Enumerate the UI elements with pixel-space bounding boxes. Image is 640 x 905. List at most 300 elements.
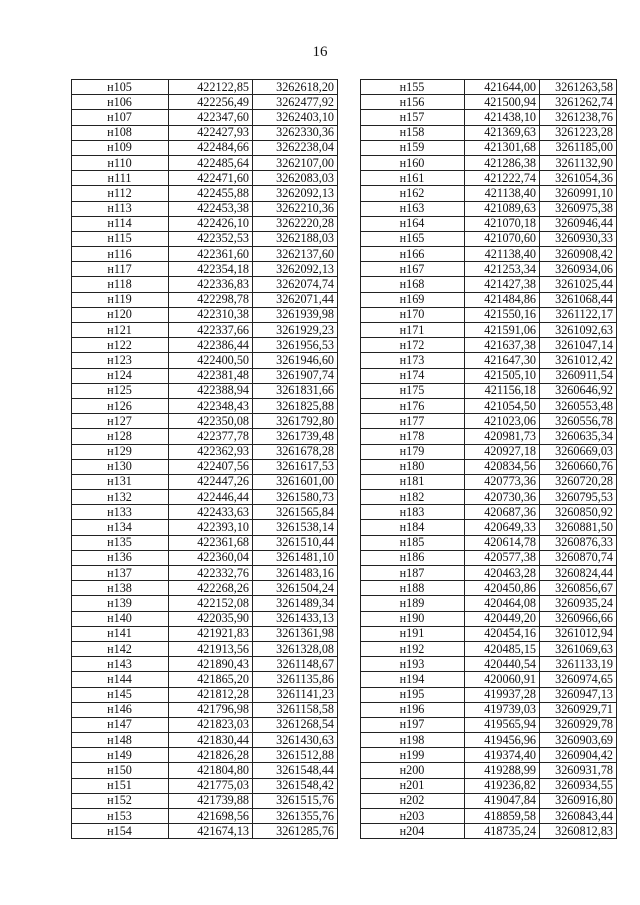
x-coordinate-cell: 422362,93 (169, 444, 253, 459)
point-id-cell: н127 (72, 414, 169, 429)
point-id-cell: н123 (72, 353, 169, 368)
x-coordinate-cell: 420463,28 (465, 566, 540, 581)
x-coordinate-cell: 421301,68 (465, 140, 540, 155)
table-row (72, 262, 338, 277)
table-row (361, 368, 617, 383)
y-coordinate-cell: 3261025,44 (540, 277, 617, 292)
y-coordinate-cell: 3260935,24 (540, 596, 617, 611)
table-row (72, 277, 338, 292)
y-coordinate-cell: 3261430,63 (253, 733, 338, 748)
y-coordinate-cell: 3261538,14 (253, 520, 338, 535)
point-id-cell: н183 (361, 505, 465, 520)
point-id-cell: н111 (72, 171, 169, 186)
x-coordinate-cell: 422310,38 (169, 307, 253, 322)
x-coordinate-cell: 420981,73 (465, 429, 540, 444)
y-coordinate-cell: 3261825,88 (253, 398, 338, 413)
x-coordinate-cell: 421505,10 (465, 368, 540, 383)
x-coordinate-cell: 420440,54 (465, 657, 540, 672)
point-id-cell: н163 (361, 201, 465, 216)
x-coordinate-cell: 421550,16 (465, 307, 540, 322)
y-coordinate-cell: 3261047,14 (540, 338, 617, 353)
point-id-cell: н121 (72, 323, 169, 338)
x-coordinate-cell: 419937,28 (465, 687, 540, 702)
table-row (72, 581, 338, 596)
point-id-cell: н130 (72, 459, 169, 474)
table-row (72, 186, 338, 201)
x-coordinate-cell: 422386,44 (169, 338, 253, 353)
table-row (361, 702, 617, 717)
x-coordinate-cell: 419288,99 (465, 763, 540, 778)
table-row (72, 338, 338, 353)
point-id-cell: н172 (361, 338, 465, 353)
point-id-cell: н153 (72, 809, 169, 824)
table-row (72, 444, 338, 459)
y-coordinate-cell: 3260795,53 (540, 490, 617, 505)
y-coordinate-cell: 3261831,66 (253, 383, 338, 398)
x-coordinate-cell: 420614,78 (465, 535, 540, 550)
x-coordinate-cell: 422455,88 (169, 186, 253, 201)
table-row (361, 247, 617, 262)
x-coordinate-cell: 420449,20 (465, 611, 540, 626)
x-coordinate-cell: 420730,36 (465, 490, 540, 505)
table-row (361, 80, 617, 95)
table-row (361, 657, 617, 672)
x-coordinate-cell: 421427,38 (465, 277, 540, 292)
y-coordinate-cell: 3260646,92 (540, 383, 617, 398)
point-id-cell: н113 (72, 201, 169, 216)
point-id-cell: н106 (72, 95, 169, 110)
x-coordinate-cell: 421739,88 (169, 793, 253, 808)
point-id-cell: н131 (72, 474, 169, 489)
table-row (72, 672, 338, 687)
table-row (361, 717, 617, 732)
table-row (361, 535, 617, 550)
y-coordinate-cell: 3261132,90 (540, 155, 617, 170)
table-row (72, 763, 338, 778)
table-row (72, 459, 338, 474)
y-coordinate-cell: 3261361,98 (253, 626, 338, 641)
x-coordinate-cell: 422453,38 (169, 201, 253, 216)
point-id-cell: н135 (72, 535, 169, 550)
y-coordinate-cell: 3260931,78 (540, 763, 617, 778)
point-id-cell: н148 (72, 733, 169, 748)
table-row (361, 140, 617, 155)
y-coordinate-cell: 3262220,28 (253, 216, 338, 231)
point-id-cell: н129 (72, 444, 169, 459)
y-coordinate-cell: 3261068,44 (540, 292, 617, 307)
x-coordinate-cell: 422407,56 (169, 459, 253, 474)
page-number: 16 (312, 44, 328, 60)
table-row (72, 687, 338, 702)
y-coordinate-cell: 3260850,92 (540, 505, 617, 520)
point-id-cell: н173 (361, 353, 465, 368)
table-row (72, 201, 338, 216)
point-id-cell: н120 (72, 307, 169, 322)
x-coordinate-cell: 420577,38 (465, 550, 540, 565)
x-coordinate-cell: 422152,08 (169, 596, 253, 611)
point-id-cell: н168 (361, 277, 465, 292)
point-id-cell: н197 (361, 717, 465, 732)
point-id-cell: н141 (72, 626, 169, 641)
table-row (72, 474, 338, 489)
point-id-cell: н202 (361, 793, 465, 808)
x-coordinate-cell: 421138,40 (465, 186, 540, 201)
x-coordinate-cell: 422484,66 (169, 140, 253, 155)
point-id-cell: н177 (361, 414, 465, 429)
y-coordinate-cell: 3261548,44 (253, 763, 338, 778)
y-coordinate-cell: 3260916,80 (540, 793, 617, 808)
x-coordinate-cell: 422361,60 (169, 247, 253, 262)
y-coordinate-cell: 3262107,00 (253, 155, 338, 170)
table-row (72, 80, 338, 95)
table-row (361, 383, 617, 398)
table-row (72, 414, 338, 429)
point-id-cell: н193 (361, 657, 465, 672)
x-coordinate-cell: 422433,63 (169, 505, 253, 520)
table-row (361, 520, 617, 535)
x-coordinate-cell: 422350,08 (169, 414, 253, 429)
point-id-cell: н125 (72, 383, 169, 398)
table-row (361, 277, 617, 292)
x-coordinate-cell: 421775,03 (169, 778, 253, 793)
point-id-cell: н112 (72, 186, 169, 201)
table-row (72, 702, 338, 717)
y-coordinate-cell: 3261069,63 (540, 641, 617, 656)
y-coordinate-cell: 3262074,74 (253, 277, 338, 292)
y-coordinate-cell: 3260720,28 (540, 474, 617, 489)
table-row (361, 763, 617, 778)
point-id-cell: н138 (72, 581, 169, 596)
table-row (361, 778, 617, 793)
table-row (361, 429, 617, 444)
table-row (72, 140, 338, 155)
x-coordinate-cell: 422447,26 (169, 474, 253, 489)
x-coordinate-cell: 420464,08 (465, 596, 540, 611)
x-coordinate-cell: 421023,06 (465, 414, 540, 429)
table-row (361, 444, 617, 459)
point-id-cell: н191 (361, 626, 465, 641)
y-coordinate-cell: 3260908,42 (540, 247, 617, 262)
point-id-cell: н110 (72, 155, 169, 170)
y-coordinate-cell: 3260856,67 (540, 581, 617, 596)
x-coordinate-cell: 422485,64 (169, 155, 253, 170)
x-coordinate-cell: 422035,90 (169, 611, 253, 626)
x-coordinate-cell: 418859,58 (465, 809, 540, 824)
x-coordinate-cell: 419565,94 (465, 717, 540, 732)
x-coordinate-cell: 422352,53 (169, 231, 253, 246)
x-coordinate-cell: 422393,10 (169, 520, 253, 535)
x-coordinate-cell: 422400,50 (169, 353, 253, 368)
x-coordinate-cell: 420450,86 (465, 581, 540, 596)
x-coordinate-cell: 422427,93 (169, 125, 253, 140)
x-coordinate-cell: 420687,36 (465, 505, 540, 520)
table-row (361, 216, 617, 231)
table-row (72, 323, 338, 338)
point-id-cell: н155 (361, 80, 465, 95)
point-id-cell: н175 (361, 383, 465, 398)
point-id-cell: н143 (72, 657, 169, 672)
point-id-cell: н137 (72, 566, 169, 581)
x-coordinate-cell: 421369,63 (465, 125, 540, 140)
point-id-cell: н165 (361, 231, 465, 246)
point-id-cell: н180 (361, 459, 465, 474)
point-id-cell: н179 (361, 444, 465, 459)
table-row (361, 414, 617, 429)
x-coordinate-cell: 422298,78 (169, 292, 253, 307)
table-row (361, 566, 617, 581)
y-coordinate-cell: 3260635,34 (540, 429, 617, 444)
x-coordinate-cell: 422360,04 (169, 550, 253, 565)
table-row (361, 125, 617, 140)
table-row (361, 793, 617, 808)
point-id-cell: н108 (72, 125, 169, 140)
point-id-cell: н156 (361, 95, 465, 110)
y-coordinate-cell: 3261433,13 (253, 611, 338, 626)
point-id-cell: н151 (72, 778, 169, 793)
point-id-cell: н194 (361, 672, 465, 687)
point-id-cell: н114 (72, 216, 169, 231)
table-row (72, 307, 338, 322)
y-coordinate-cell: 3260929,78 (540, 717, 617, 732)
y-coordinate-cell: 3261012,42 (540, 353, 617, 368)
point-id-cell: н107 (72, 110, 169, 125)
point-id-cell: н200 (361, 763, 465, 778)
table-row (361, 596, 617, 611)
y-coordinate-cell: 3262092,13 (253, 186, 338, 201)
table-row (72, 641, 338, 656)
table-row (361, 307, 617, 322)
y-coordinate-cell: 3260660,76 (540, 459, 617, 474)
table-row (361, 110, 617, 125)
x-coordinate-cell: 419739,03 (465, 702, 540, 717)
table-row (361, 262, 617, 277)
coordinates-table-left (71, 79, 338, 839)
table-row (361, 231, 617, 246)
x-coordinate-cell: 421913,56 (169, 641, 253, 656)
table-row (72, 429, 338, 444)
x-coordinate-cell: 420060,91 (465, 672, 540, 687)
y-coordinate-cell: 3260553,48 (540, 398, 617, 413)
point-id-cell: н132 (72, 490, 169, 505)
x-coordinate-cell: 421890,43 (169, 657, 253, 672)
point-id-cell: н189 (361, 596, 465, 611)
table-row (361, 581, 617, 596)
y-coordinate-cell: 3261263,58 (540, 80, 617, 95)
table-row (72, 368, 338, 383)
x-coordinate-cell: 422348,43 (169, 398, 253, 413)
x-coordinate-cell: 421698,56 (169, 809, 253, 824)
y-coordinate-cell: 3261515,76 (253, 793, 338, 808)
point-id-cell: н201 (361, 778, 465, 793)
point-id-cell: н186 (361, 550, 465, 565)
y-coordinate-cell: 3261268,54 (253, 717, 338, 732)
table-row (72, 566, 338, 581)
table-row (72, 626, 338, 641)
point-id-cell: н150 (72, 763, 169, 778)
x-coordinate-cell: 422471,60 (169, 171, 253, 186)
y-coordinate-cell: 3260824,44 (540, 566, 617, 581)
y-coordinate-cell: 3261481,10 (253, 550, 338, 565)
x-coordinate-cell: 421647,30 (465, 353, 540, 368)
point-id-cell: н158 (361, 125, 465, 140)
point-id-cell: н160 (361, 155, 465, 170)
y-coordinate-cell: 3261617,53 (253, 459, 338, 474)
y-coordinate-cell: 3260904,42 (540, 748, 617, 763)
y-coordinate-cell: 3261678,28 (253, 444, 338, 459)
y-coordinate-cell: 3261185,00 (540, 140, 617, 155)
y-coordinate-cell: 3261956,53 (253, 338, 338, 353)
y-coordinate-cell: 3262477,92 (253, 95, 338, 110)
x-coordinate-cell: 421500,94 (465, 95, 540, 110)
table-row (72, 717, 338, 732)
x-coordinate-cell: 420454,16 (465, 626, 540, 641)
y-coordinate-cell: 3260929,71 (540, 702, 617, 717)
y-coordinate-cell: 3262238,04 (253, 140, 338, 155)
point-id-cell: н118 (72, 277, 169, 292)
point-id-cell: н161 (361, 171, 465, 186)
y-coordinate-cell: 3260556,78 (540, 414, 617, 429)
x-coordinate-cell: 422388,94 (169, 383, 253, 398)
point-id-cell: н185 (361, 535, 465, 550)
x-coordinate-cell: 421804,80 (169, 763, 253, 778)
table-row (361, 474, 617, 489)
y-coordinate-cell: 3260870,74 (540, 550, 617, 565)
point-id-cell: н136 (72, 550, 169, 565)
y-coordinate-cell: 3261135,86 (253, 672, 338, 687)
x-coordinate-cell: 418735,24 (465, 824, 540, 839)
point-id-cell: н119 (72, 292, 169, 307)
point-id-cell: н170 (361, 307, 465, 322)
table-row (72, 216, 338, 231)
y-coordinate-cell: 3261122,17 (540, 307, 617, 322)
y-coordinate-cell: 3261929,23 (253, 323, 338, 338)
table-row (361, 809, 617, 824)
table-row (361, 687, 617, 702)
y-coordinate-cell: 3262188,03 (253, 231, 338, 246)
x-coordinate-cell: 421222,74 (465, 171, 540, 186)
table-row (72, 110, 338, 125)
y-coordinate-cell: 3261148,67 (253, 657, 338, 672)
point-id-cell: н171 (361, 323, 465, 338)
x-coordinate-cell: 422332,76 (169, 566, 253, 581)
x-coordinate-cell: 422347,60 (169, 110, 253, 125)
y-coordinate-cell: 3261262,74 (540, 95, 617, 110)
table-row (72, 171, 338, 186)
x-coordinate-cell: 421286,38 (465, 155, 540, 170)
point-id-cell: н139 (72, 596, 169, 611)
y-coordinate-cell: 3261939,98 (253, 307, 338, 322)
y-coordinate-cell: 3261601,00 (253, 474, 338, 489)
point-id-cell: н174 (361, 368, 465, 383)
y-coordinate-cell: 3262403,10 (253, 110, 338, 125)
point-id-cell: н181 (361, 474, 465, 489)
point-id-cell: н140 (72, 611, 169, 626)
x-coordinate-cell: 421089,63 (465, 201, 540, 216)
x-coordinate-cell: 421674,13 (169, 824, 253, 839)
y-coordinate-cell: 3261012,94 (540, 626, 617, 641)
point-id-cell: н176 (361, 398, 465, 413)
x-coordinate-cell: 421830,44 (169, 733, 253, 748)
y-coordinate-cell: 3262092,13 (253, 262, 338, 277)
y-coordinate-cell: 3260934,06 (540, 262, 617, 277)
y-coordinate-cell: 3260903,69 (540, 733, 617, 748)
y-coordinate-cell: 3260881,50 (540, 520, 617, 535)
table-row (72, 292, 338, 307)
point-id-cell: н122 (72, 338, 169, 353)
point-id-cell: н178 (361, 429, 465, 444)
table-row (72, 353, 338, 368)
x-coordinate-cell: 422336,83 (169, 277, 253, 292)
point-id-cell: н192 (361, 641, 465, 656)
table-row (361, 611, 617, 626)
x-coordinate-cell: 421070,18 (465, 216, 540, 231)
table-row (72, 550, 338, 565)
x-coordinate-cell: 421637,38 (465, 338, 540, 353)
table-row (72, 247, 338, 262)
x-coordinate-cell: 422268,26 (169, 581, 253, 596)
table-row (72, 535, 338, 550)
table-row (72, 520, 338, 535)
y-coordinate-cell: 3262071,44 (253, 292, 338, 307)
table-row (361, 338, 617, 353)
y-coordinate-cell: 3260934,55 (540, 778, 617, 793)
x-coordinate-cell: 421921,83 (169, 626, 253, 641)
table-row (72, 611, 338, 626)
point-id-cell: н147 (72, 717, 169, 732)
table-row (72, 778, 338, 793)
y-coordinate-cell: 3261504,24 (253, 581, 338, 596)
x-coordinate-cell: 422381,48 (169, 368, 253, 383)
x-coordinate-cell: 421438,10 (465, 110, 540, 125)
y-coordinate-cell: 3261238,76 (540, 110, 617, 125)
point-id-cell: н187 (361, 566, 465, 581)
point-id-cell: н182 (361, 490, 465, 505)
y-coordinate-cell: 3261946,60 (253, 353, 338, 368)
x-coordinate-cell: 422337,66 (169, 323, 253, 338)
point-id-cell: н116 (72, 247, 169, 262)
y-coordinate-cell: 3260991,10 (540, 186, 617, 201)
x-coordinate-cell: 421826,28 (169, 748, 253, 763)
point-id-cell: н190 (361, 611, 465, 626)
table-row (361, 292, 617, 307)
y-coordinate-cell: 3261285,76 (253, 824, 338, 839)
x-coordinate-cell: 422361,68 (169, 535, 253, 550)
x-coordinate-cell: 421591,06 (465, 323, 540, 338)
y-coordinate-cell: 3262330,36 (253, 125, 338, 140)
y-coordinate-cell: 3261092,63 (540, 323, 617, 338)
table-row (72, 125, 338, 140)
y-coordinate-cell: 3261223,28 (540, 125, 617, 140)
y-coordinate-cell: 3260966,66 (540, 611, 617, 626)
y-coordinate-cell: 3260843,44 (540, 809, 617, 824)
y-coordinate-cell: 3261489,34 (253, 596, 338, 611)
x-coordinate-cell: 422426,10 (169, 216, 253, 231)
y-coordinate-cell: 3261580,73 (253, 490, 338, 505)
x-coordinate-cell: 421253,34 (465, 262, 540, 277)
table-row (72, 824, 338, 839)
table-row (72, 809, 338, 824)
y-coordinate-cell: 3261328,08 (253, 641, 338, 656)
y-coordinate-cell: 3260911,54 (540, 368, 617, 383)
point-id-cell: н204 (361, 824, 465, 839)
y-coordinate-cell: 3262210,36 (253, 201, 338, 216)
point-id-cell: н199 (361, 748, 465, 763)
y-coordinate-cell: 3261739,48 (253, 429, 338, 444)
table-row (72, 505, 338, 520)
x-coordinate-cell: 420927,18 (465, 444, 540, 459)
table-row (361, 323, 617, 338)
y-coordinate-cell: 3261133,19 (540, 657, 617, 672)
